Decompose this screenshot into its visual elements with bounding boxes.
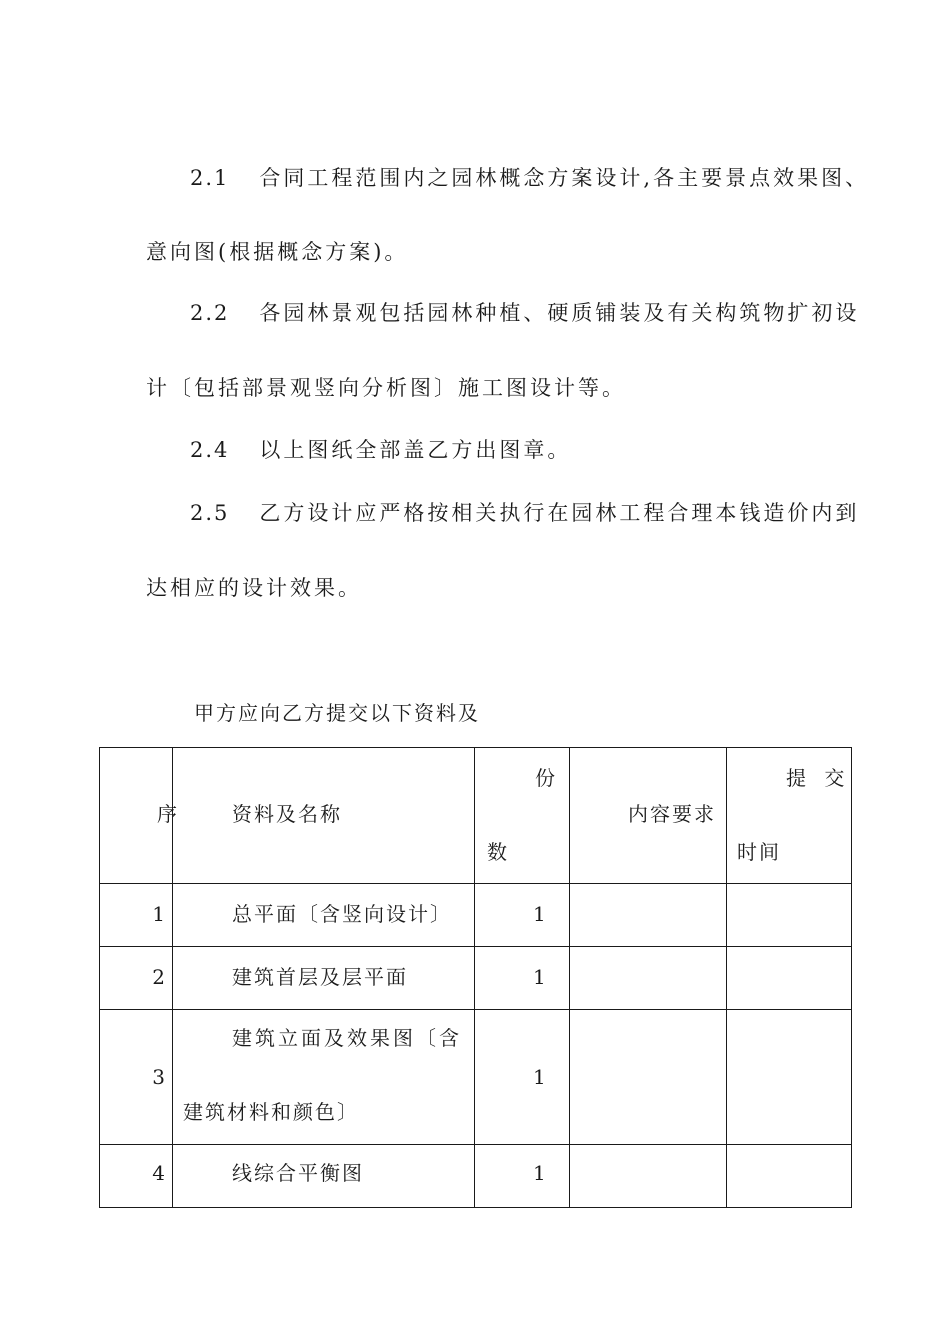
row-time <box>727 1010 852 1145</box>
row-count-text: 1 <box>533 1065 548 1089</box>
table-header-row <box>100 748 852 884</box>
row-seq <box>100 884 173 947</box>
header-requirement-text: 内容要求 <box>628 802 716 826</box>
clause-number: 2.5 <box>190 501 230 525</box>
row-time <box>727 947 852 1010</box>
table-row <box>100 947 852 1010</box>
clause-number: 2.2 <box>190 301 230 325</box>
clause-text: 各园林景观包括园林种植、硬质铺装及有关构筑物扩初设 <box>259 301 860 325</box>
header-name <box>173 748 475 884</box>
clause-2-1-line1 <box>190 168 869 189</box>
row-name <box>173 884 475 947</box>
header-time-text-b: 时间 <box>737 840 781 864</box>
row-seq <box>100 947 173 1010</box>
clause-2-5-line2: 达相应的设计效果。 <box>146 576 362 600</box>
clause-number: 2.1 <box>190 166 230 190</box>
row-name-text: 建筑首层及层平面 <box>232 965 408 989</box>
clause-2-2-line2: 计〔包括部景观竖向分析图〕施工图设计等。 <box>146 376 626 400</box>
header-count <box>475 748 570 884</box>
clause-number: 2.4 <box>190 438 230 462</box>
row-requirement <box>570 1010 727 1145</box>
clause-2-5-line1 <box>190 503 859 524</box>
row-name-text: 总平面〔含竖向设计〕 <box>232 902 452 926</box>
row-requirement <box>570 1145 727 1208</box>
header-time-text-a: 提 交 <box>786 766 851 790</box>
row-seq <box>100 1010 173 1145</box>
clause-2-1-line2: 意向图(根据概念方案)。 <box>146 240 409 264</box>
clause-text: 以上图纸全部盖乙方出图章。 <box>259 438 572 462</box>
clause-text: 合同工程范围内之园林概念方案设计,各主要景点效果图、 <box>259 166 870 190</box>
row-count-text: 1 <box>533 1161 548 1185</box>
row-count-text: 1 <box>533 965 548 989</box>
table-caption: 甲方应向乙方提交以下资料及 <box>194 701 480 725</box>
header-seq <box>100 748 179 884</box>
clause-2-4-line1 <box>190 440 571 461</box>
row-count <box>475 1145 570 1208</box>
header-seq-text: 序 <box>157 802 179 826</box>
row-requirement <box>570 947 727 1010</box>
table-row <box>100 1010 852 1145</box>
clause-2-2-line1 <box>190 303 859 324</box>
materials-table <box>99 747 852 1208</box>
header-name-text: 资料及名称 <box>232 802 342 826</box>
row-seq-text: 2 <box>152 965 167 989</box>
header-count-text-b: 数 <box>487 840 509 864</box>
row-name <box>173 947 475 1010</box>
row-count-text: 1 <box>533 902 548 926</box>
header-count-text-a: 份 <box>535 766 557 790</box>
row-seq <box>100 1145 173 1208</box>
row-seq-text: 1 <box>152 902 167 926</box>
row-name-text-a: 建筑立面及效果图〔含 <box>232 1026 462 1050</box>
row-count <box>475 1010 570 1145</box>
row-name <box>173 1145 475 1208</box>
clause-text: 乙方设计应严格按相关执行在园林工程合理本钱造价内到 <box>259 501 860 525</box>
row-name <box>173 1010 475 1145</box>
row-count <box>475 884 570 947</box>
row-name-text: 线综合平衡图 <box>232 1161 364 1185</box>
row-name-text-b: 建筑材料和颜色〕 <box>183 1100 359 1124</box>
header-time <box>727 748 852 884</box>
row-seq-text: 4 <box>152 1161 167 1185</box>
row-requirement <box>570 884 727 947</box>
row-time <box>727 884 852 947</box>
header-requirement <box>570 748 727 884</box>
row-time <box>727 1145 852 1208</box>
row-count <box>475 947 570 1010</box>
table-row <box>100 1145 852 1208</box>
table-row <box>100 884 852 947</box>
row-seq-text: 3 <box>152 1065 167 1089</box>
